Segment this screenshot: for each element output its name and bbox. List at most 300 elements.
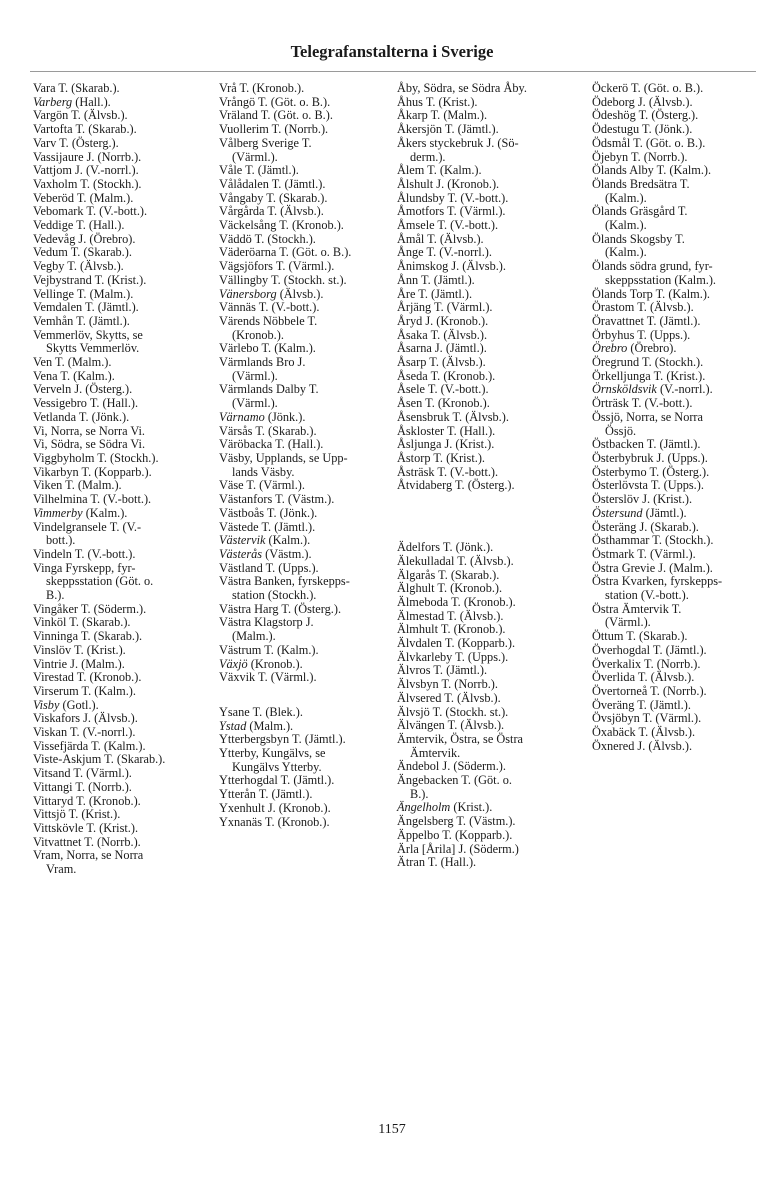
entry-line: Vedum T. (Skarab.). xyxy=(33,245,132,260)
directory-entry xyxy=(33,767,215,781)
entry-line: Örastom T. (Älvsb.). xyxy=(592,300,694,315)
entry-line: Älvsbyn T. (Norrb.). xyxy=(397,677,498,692)
directory-entry xyxy=(219,315,401,342)
entry-line: Ädelfors T. (Jönk.). xyxy=(397,540,494,555)
entry-line: Vena T. (Kalm.). xyxy=(33,368,115,383)
directory-entry xyxy=(33,644,215,658)
entry-line: Vitvattnet T. (Norrb.). xyxy=(33,834,141,849)
entry-line: Viskafors J. (Älvsb.). xyxy=(33,711,138,726)
entry-line: Vindeln T. (V.-bott.). xyxy=(33,546,136,561)
entry-line: station (Stockh.). xyxy=(232,588,317,603)
entry-line: Ängelsberg T. (Västm.). xyxy=(397,814,516,829)
directory-entry xyxy=(592,630,774,644)
entry-line: Åseda T. (Kronob.). xyxy=(397,368,496,383)
directory-entry xyxy=(592,493,774,507)
directory-entry xyxy=(397,678,579,692)
directory-entry xyxy=(219,548,401,562)
entry-line: Virserum T. (Kalm.). xyxy=(33,683,136,698)
entry-line: derm.). xyxy=(410,149,446,164)
entry-line: Vällingby T. (Stockh. st.). xyxy=(219,272,347,287)
entry-line: B.). xyxy=(46,588,65,603)
directory-entry xyxy=(33,370,215,384)
entry-line: Österäng J. (Skarab.). xyxy=(592,519,699,534)
directory-entry xyxy=(397,829,579,843)
directory-entry xyxy=(592,137,774,151)
entry-line: Yxenhult J. (Kronob.). xyxy=(219,800,331,815)
entry-line: Ålundsby T. (V.-bott.). xyxy=(397,190,509,205)
entry-line: Vinslöv T. (Krist.). xyxy=(33,642,126,657)
entry-line: Vemdalen T. (Jämtl.). xyxy=(33,300,139,315)
entry-line: Västra Klagstorp J. xyxy=(219,615,314,630)
directory-entry xyxy=(219,788,401,802)
entry-line: Åryd J. (Kronob.). xyxy=(397,313,489,328)
entry-line: Överäng T. (Jämtl.). xyxy=(592,697,691,712)
directory-entry xyxy=(219,301,401,315)
entry-line: Älvros T. (Jämtl.). xyxy=(397,663,488,678)
directory-entry xyxy=(33,562,215,603)
entry-line: Vålberg Sverige T. xyxy=(219,135,312,150)
entry-line: Verveln J. (Österg.). xyxy=(33,382,133,397)
directory-entry xyxy=(397,96,579,110)
directory-entry xyxy=(219,123,401,137)
entry-line: Ändebol J. (Söderm.). xyxy=(397,759,506,774)
directory-entry xyxy=(33,822,215,836)
entry-line: Ytterån T. (Jämtl.). xyxy=(219,787,313,802)
directory-entry xyxy=(33,301,215,315)
directory-entry xyxy=(397,596,579,610)
directory-entry xyxy=(219,438,401,452)
entry-line: Vara T. (Skarab.). xyxy=(33,81,120,95)
entry-line: Vitsand T. (Värml.). xyxy=(33,766,132,781)
directory-entry xyxy=(33,726,215,740)
directory-entry xyxy=(397,664,579,678)
directory-entry xyxy=(33,685,215,699)
directory-entry xyxy=(33,849,215,876)
entry-line: Virestad T. (Kronob.). xyxy=(33,670,142,685)
directory-entry xyxy=(592,548,774,562)
entry-line: Ystad (Malm.). xyxy=(219,718,294,733)
entry-line: B.). xyxy=(410,786,429,801)
directory-entry xyxy=(33,712,215,726)
entry-line: Ödeshög T. (Österg.). xyxy=(592,108,699,123)
entry-line: Vinköl T. (Skarab.). xyxy=(33,615,131,630)
directory-entry xyxy=(592,123,774,137)
entry-line: lands Väsby. xyxy=(232,464,295,479)
entry-line: Vemhån T. (Jämtl.). xyxy=(33,313,130,328)
directory-entry xyxy=(397,233,579,247)
directory-entry xyxy=(33,109,215,123)
directory-entry xyxy=(397,623,579,637)
directory-entry xyxy=(33,192,215,206)
entry-line: Österbymo T. (Österg.). xyxy=(592,464,710,479)
directory-entry xyxy=(219,562,401,576)
directory-entry xyxy=(33,260,215,274)
directory-entry xyxy=(219,747,401,774)
directory-entry xyxy=(219,137,401,164)
directory-entry xyxy=(397,719,579,733)
directory-entry xyxy=(33,466,215,480)
entry-line: Ödsmål T. (Göt. o. B.). xyxy=(592,135,706,150)
entry-line: Överkalix T. (Norrb.). xyxy=(592,656,701,671)
entry-line: Väse T. (Värml.). xyxy=(219,478,305,493)
directory-entry xyxy=(592,96,774,110)
directory-entry xyxy=(592,288,774,302)
directory-entry xyxy=(397,315,579,329)
entry-line: Östersund (Jämtl.). xyxy=(592,505,687,520)
directory-entry xyxy=(219,534,401,548)
directory-entry xyxy=(397,301,579,315)
directory-entry xyxy=(592,521,774,535)
entry-line: Ölands Bredsätra T. xyxy=(592,176,690,191)
entry-line: Västboås T. (Jönk.). xyxy=(219,505,318,520)
entry-line: Östra Grevie J. (Malm.). xyxy=(592,560,713,575)
entry-line: Värmlands Dalby T. xyxy=(219,382,319,397)
directory-entry xyxy=(592,164,774,178)
entry-line: Vi, Södra, se Södra Vi. xyxy=(33,437,146,452)
entry-line: Ålem T. (Kalm.). xyxy=(397,163,482,178)
entry-line: station (V.-bott.). xyxy=(605,588,689,603)
directory-entry xyxy=(592,452,774,466)
entry-line: Åkers styckebruk J. (Sö- xyxy=(397,135,519,150)
directory-entry xyxy=(33,397,215,411)
entry-line: Vi, Norra, se Norra Vi. xyxy=(33,423,146,438)
entry-line: Öregrund T. (Stockh.). xyxy=(592,355,704,370)
entry-line: Vännäs T. (V.-bott.). xyxy=(219,300,320,315)
directory-entry xyxy=(33,205,215,219)
directory-entry xyxy=(397,774,579,801)
directory-entry xyxy=(397,219,579,233)
entry-line: Väsby, Upplands, se Upp- xyxy=(219,450,348,465)
entry-line: Åsarna J. (Jämtl.). xyxy=(397,341,487,356)
entry-line: Åmotfors T. (Värml.). xyxy=(397,204,506,219)
entry-name-italic: Visby xyxy=(33,697,60,712)
entry-line: Älmestad T. (Älvsb.). xyxy=(397,608,504,623)
entry-line: Västra Harg T. (Österg.). xyxy=(219,601,342,616)
entry-line: Kungälvs Ytterby. xyxy=(232,759,322,774)
directory-entry xyxy=(397,164,579,178)
entry-line: Vram, Norra, se Norra xyxy=(33,848,144,863)
entry-line: Övsjöbyn T. (Värml.). xyxy=(592,711,702,726)
entry-line: Vissefjärda T. (Kalm.). xyxy=(33,738,146,753)
directory-entry xyxy=(219,733,401,747)
directory-entry xyxy=(592,671,774,685)
entry-line: Ytterbergsbyn T. (Jämtl.). xyxy=(219,732,346,747)
entry-line: Älmeboda T. (Kronob.). xyxy=(397,594,516,609)
directory-entry xyxy=(219,425,401,439)
directory-entry xyxy=(397,582,579,596)
entry-line: Örnsköldsvik (V.-norrl.). xyxy=(592,382,713,397)
entry-line: Åsträsk T. (V.-bott.). xyxy=(397,464,499,479)
directory-entry xyxy=(397,397,579,411)
entry-line: Öxabäck T. (Älvsb.). xyxy=(592,725,696,740)
entry-name-italic: Örebro xyxy=(592,341,628,356)
entry-line: Överhogdal T. (Jämtl.). xyxy=(592,642,707,657)
directory-entry xyxy=(397,82,579,96)
entry-line: Vetlanda T. (Jönk.). xyxy=(33,409,130,424)
entry-line: Älvdalen T. (Kopparb.). xyxy=(397,636,516,651)
entry-line: Viskan T. (V.-norrl.). xyxy=(33,725,136,740)
directory-entry xyxy=(592,685,774,699)
directory-entry xyxy=(219,507,401,521)
entry-line: Vram. xyxy=(46,862,77,877)
directory-entry xyxy=(33,288,215,302)
entry-line: Våle T. (Jämtl.). xyxy=(219,163,299,178)
entry-line: Örebro (Örebro). xyxy=(592,341,677,356)
entry-name-italic: Varberg xyxy=(33,94,73,109)
column-4 xyxy=(592,82,774,753)
entry-name-italic: Ängelholm xyxy=(397,800,451,815)
directory-entry xyxy=(397,383,579,397)
entry-line: Vittangi T. (Norrb.). xyxy=(33,779,132,794)
directory-entry xyxy=(219,644,401,658)
entry-line: skeppsstation (Kalm.). xyxy=(605,272,716,287)
entry-line: Skytts Vemmerlöv. xyxy=(46,341,140,356)
entry-line: Ölands södra grund, fyr- xyxy=(592,259,713,274)
entry-line: Vaxholm T. (Stockh.). xyxy=(33,176,142,191)
entry-line: Älvsered T. (Älvsb.). xyxy=(397,690,501,705)
directory-entry xyxy=(219,603,401,617)
directory-entry xyxy=(397,438,579,452)
entry-line: Vålådalen T. (Jämtl.). xyxy=(219,176,326,191)
entry-line: Ölands Alby T. (Kalm.). xyxy=(592,163,712,178)
directory-entry xyxy=(33,699,215,713)
directory-entry xyxy=(33,507,215,521)
entry-name-italic: Västervik xyxy=(219,533,266,548)
entry-line: Västland T. (Upps.). xyxy=(219,560,319,575)
directory-entry xyxy=(592,383,774,397)
entry-line: (Malm.). xyxy=(232,629,276,644)
directory-entry xyxy=(33,658,215,672)
entry-line: Växvik T. (Värml.). xyxy=(219,670,317,685)
directory-entry xyxy=(397,843,579,857)
entry-line: Västra Banken, fyrskepps- xyxy=(219,574,350,589)
directory-entry xyxy=(33,315,215,329)
directory-entry xyxy=(592,109,774,123)
directory-entry xyxy=(33,82,215,96)
directory-entry xyxy=(397,246,579,260)
directory-entry xyxy=(33,356,215,370)
directory-entry xyxy=(33,603,215,617)
entry-line: Värlebo T. (Kalm.). xyxy=(219,341,316,356)
entry-line: Östra Kvarken, fyrskepps- xyxy=(592,574,723,589)
entry-line: Åmsele T. (V.-bott.). xyxy=(397,218,499,233)
directory-entry xyxy=(219,720,401,734)
entry-line: Övertorneå T. (Norrb.). xyxy=(592,683,707,698)
directory-entry xyxy=(33,274,215,288)
entry-line: Östmark T. (Värml.). xyxy=(592,546,696,561)
directory-entry xyxy=(33,383,215,397)
directory-entry xyxy=(219,575,401,602)
entry-line: Vårgårda T. (Älvsb.). xyxy=(219,204,324,219)
directory-entry xyxy=(397,479,579,493)
entry-line: Östra Ämtervik T. xyxy=(592,601,682,616)
entry-line: Åsaka T. (Älvsb.). xyxy=(397,327,488,342)
entry-line: Ytterby, Kungälvs, se xyxy=(219,746,326,761)
directory-entry xyxy=(397,610,579,624)
directory-entry xyxy=(33,671,215,685)
directory-entry xyxy=(592,658,774,672)
entry-line: Ödestugu T. (Jönk.). xyxy=(592,122,693,137)
page-number: 1157 xyxy=(378,1122,406,1137)
directory-entry xyxy=(219,411,401,425)
entry-line: Vessigebro T. (Hall.). xyxy=(33,396,139,411)
directory-entry xyxy=(33,164,215,178)
entry-line: Öckerö T. (Göt. o. B.). xyxy=(592,81,704,95)
entry-line: Vittaryd T. (Kronob.). xyxy=(33,793,141,808)
directory-entry xyxy=(397,370,579,384)
directory-entry xyxy=(397,466,579,480)
directory-entry xyxy=(219,342,401,356)
entry-line: Älvsjö T. (Stockh. st.). xyxy=(397,704,509,719)
entry-line: Viggbyholm T. (Stockh.). xyxy=(33,450,159,465)
directory-entry xyxy=(219,274,401,288)
column-1 xyxy=(33,82,215,877)
directory-entry xyxy=(397,541,579,555)
directory-entry xyxy=(592,82,774,96)
entry-name-italic: Ystad xyxy=(219,718,247,733)
directory-entry xyxy=(219,521,401,535)
entry-line: Åtvidaberg T. (Österg.). xyxy=(397,478,515,493)
directory-entry xyxy=(219,233,401,247)
entry-line: Älvkarleby T. (Upps.). xyxy=(397,649,509,664)
directory-entry xyxy=(219,774,401,788)
directory-entry xyxy=(397,342,579,356)
directory-entry xyxy=(592,411,774,438)
entry-line: Åhus T. (Krist.). xyxy=(397,94,478,109)
entry-line: (Värml.). xyxy=(605,615,651,630)
directory-entry xyxy=(592,740,774,754)
entry-line: Väckelsång T. (Kronob.). xyxy=(219,218,344,233)
entry-line: Vittskövle T. (Krist.). xyxy=(33,820,139,835)
directory-entry xyxy=(219,658,401,672)
directory-entry xyxy=(592,260,774,287)
directory-entry xyxy=(33,781,215,795)
directory-entry xyxy=(397,452,579,466)
entry-name-italic: Västerås xyxy=(219,546,263,561)
entry-line: Ärla [Årila] J. (Söderm.) xyxy=(397,841,519,856)
entry-line: Åkersjön T. (Jämtl.). xyxy=(397,122,499,137)
entry-line: Västrum T. (Kalm.). xyxy=(219,642,319,657)
entry-line: Vejbystrand T. (Krist.). xyxy=(33,272,147,287)
directory-entry xyxy=(592,507,774,521)
directory-entry xyxy=(33,178,215,192)
directory-entry xyxy=(33,795,215,809)
directory-entry xyxy=(33,548,215,562)
directory-entry xyxy=(219,671,401,685)
entry-line: Ätran T. (Hall.). xyxy=(397,855,477,870)
entry-line: Vrångö T. (Göt. o. B.). xyxy=(219,94,331,109)
directory-entry xyxy=(397,651,579,665)
directory-entry xyxy=(397,569,579,583)
entry-line: Vattjom J. (V.-norrl.). xyxy=(33,163,139,178)
entry-line: (Kalm.). xyxy=(605,190,647,205)
entry-line: Vuollerim T. (Norrb.). xyxy=(219,122,329,137)
entry-line: Öttum T. (Skarab.). xyxy=(592,629,688,644)
section-gap xyxy=(397,493,579,541)
directory-entry xyxy=(397,692,579,706)
directory-entry xyxy=(219,802,401,816)
entry-line: Älgarås T. (Skarab.). xyxy=(397,567,500,582)
directory-entry xyxy=(397,815,579,829)
directory-entry xyxy=(219,816,401,830)
entry-line: Ven T. (Malm.). xyxy=(33,355,112,370)
entry-line: Årjäng T. (Värml.). xyxy=(397,300,493,315)
entry-line: Örträsk T. (V.-bott.). xyxy=(592,396,693,411)
entry-line: Väderöarna T. (Göt. o. B.). xyxy=(219,245,352,260)
entry-line: Ödeborg J. (Älvsb.). xyxy=(592,94,693,109)
entry-line: Viste-Askjum T. (Skarab.). xyxy=(33,752,166,767)
entry-line: Värnamo (Jönk.). xyxy=(219,409,306,424)
directory-entry xyxy=(219,109,401,123)
entry-line: (Värml.). xyxy=(232,368,278,383)
directory-entry xyxy=(592,603,774,630)
directory-entry xyxy=(33,137,215,151)
entry-line: Örkelljunga T. (Krist.). xyxy=(592,368,706,383)
directory-entry xyxy=(33,452,215,466)
directory-entry xyxy=(219,452,401,479)
directory-entry xyxy=(219,164,401,178)
entry-line: Vindelgranselе T. (V.- xyxy=(33,519,142,534)
directory-entry xyxy=(397,356,579,370)
directory-entry xyxy=(219,479,401,493)
entry-line: Vräland T. (Göt. o. B.). xyxy=(219,108,333,123)
entry-line: Åskloster T. (Hall.). xyxy=(397,423,496,438)
directory-entry xyxy=(397,555,579,569)
entry-line: Vebomark T. (V.-bott.). xyxy=(33,204,148,219)
entry-line: Varv T. (Österg.). xyxy=(33,135,119,150)
entry-line: Östhammar T. (Stockh.). xyxy=(592,533,714,548)
entry-name-italic: Östersund xyxy=(592,505,643,520)
entry-line: Öjebyn T. (Norrb.). xyxy=(592,149,688,164)
entry-line: Åsljunga J. (Krist.). xyxy=(397,437,495,452)
directory-entry xyxy=(33,616,215,630)
entry-line: Västervik (Kalm.). xyxy=(219,533,311,548)
entry-line: bott.). xyxy=(46,533,76,548)
entry-line: Åstorp T. (Krist.). xyxy=(397,450,486,465)
directory-entry xyxy=(33,219,215,233)
entry-line: Ängebacken T. (Göt. o. xyxy=(397,773,512,788)
directory-entry xyxy=(33,438,215,452)
entry-line: Älvängen T. (Älvsb.). xyxy=(397,718,505,733)
entry-line: Växjö (Kronob.). xyxy=(219,656,303,671)
entry-line: Öxnered J. (Älvsb.). xyxy=(592,738,693,753)
directory-entry xyxy=(219,246,401,260)
entry-line: Ölands Gräsgård T. xyxy=(592,204,688,219)
directory-entry xyxy=(397,760,579,774)
entry-line: Vartofta T. (Skarab.). xyxy=(33,122,137,137)
directory-entry xyxy=(397,192,579,206)
directory-entry xyxy=(397,288,579,302)
entry-line: Vedevåg J. (Örebro). xyxy=(33,231,136,246)
directory-entry xyxy=(33,151,215,165)
entry-line: Vingåker T. (Söderm.). xyxy=(33,601,147,616)
entry-line: Åby, Södra, se Södra Åby. xyxy=(397,81,527,95)
entry-line: Vegby T. (Älvsb.). xyxy=(33,259,124,274)
entry-line: Värends Nöbbele T. xyxy=(219,313,318,328)
entry-line: Veberöd T. (Malm.). xyxy=(33,190,134,205)
entry-line: Äppelbo T. (Kopparb.). xyxy=(397,827,513,842)
header-rule xyxy=(30,71,756,72)
entry-line: Västanfors T. (Västm.). xyxy=(219,492,335,507)
directory-entry xyxy=(397,137,579,164)
directory-entry xyxy=(397,706,579,720)
directory-entry xyxy=(592,356,774,370)
directory-entry xyxy=(397,109,579,123)
directory-entry xyxy=(397,411,579,425)
entry-line: Vittsjö T. (Krist.). xyxy=(33,807,121,822)
entry-line: Veddige T. (Hall.). xyxy=(33,218,125,233)
entry-line: skeppsstation (Göt. o. xyxy=(46,574,154,589)
